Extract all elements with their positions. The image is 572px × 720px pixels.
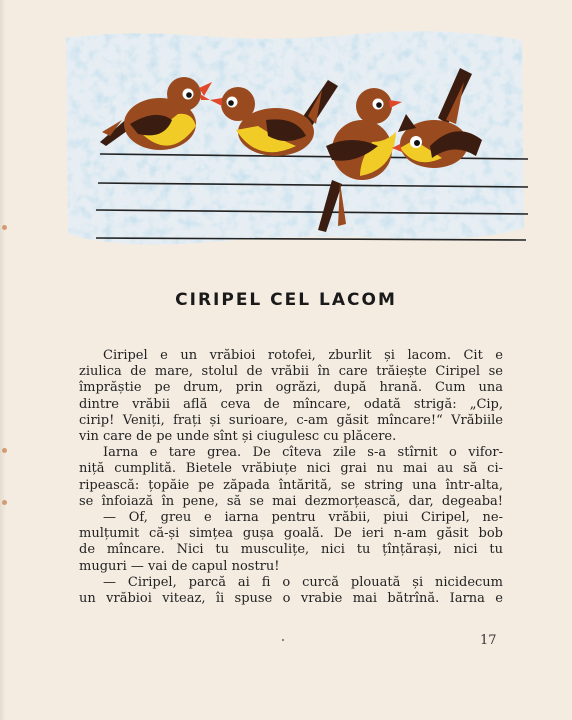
story-text — [79, 348, 503, 607]
text-line: împrăștie pe drum, prin ogrăzi, după hrană. Cum una — [79, 380, 503, 396]
text-line: ziulica de mare, stolul de vrăbii în care trăiește Ciripel se — [79, 364, 503, 380]
page-edge — [0, 0, 6, 720]
sparrows-illustration — [60, 28, 530, 258]
punch-hole — [2, 448, 7, 453]
punch-hole — [2, 500, 7, 505]
text-line: — Of, greu e iarna pentru vrăbii, piui Ciripel, ne- — [103, 510, 503, 526]
ink-dot — [282, 639, 284, 641]
text-line: ripească: țopăie pe zăpada întărită, se string una într-alta, — [79, 477, 503, 493]
text-line: niță cumplită. Bietele vrăbiuțe nici grai nu mai au să ci- — [79, 461, 503, 477]
text-line: Iarna e tare grea. De cîteva zile s-a stîrnit o vifor- — [103, 445, 503, 461]
text-line: vin care de pe unde sînt și ciugulesc cu plăcere. — [79, 429, 397, 445]
text-line: de mîncare. Nici tu musculițe, nici tu țînțărași, nici tu — [79, 542, 503, 558]
text-line: Ciripel e un vrăbioi rotofei, zburlit și lacom. Cit e — [103, 348, 503, 363]
text-line: muguri — vai de capul nostru! — [79, 558, 280, 574]
text-line: — Ciripel, parcă ai fi o curcă plouată și nicidecum — [103, 574, 503, 590]
punch-hole — [2, 225, 7, 230]
story-title: CIRIPEL CEL LACOM — [175, 290, 397, 310]
text-line: mulțumit că-și simțea gușa goală. De ieri n-am găsit bob — [79, 526, 503, 542]
text-line: cirip! Veniți, frați și surioare, c-am găsit mîncare!“ Vrăbiile — [79, 412, 503, 428]
text-line: se înfoiază în pene, să se mai dezmorțească, dar, degeaba! — [79, 493, 503, 509]
text-line: un vrăbioi viteaz, îi spuse o vrabie mai bătrînă. Iarna e — [79, 591, 503, 607]
text-line: dintre vrăbii află ceva de mîncare, odată strigă: „Cip, — [79, 396, 503, 412]
page-number: 17 — [480, 633, 497, 648]
